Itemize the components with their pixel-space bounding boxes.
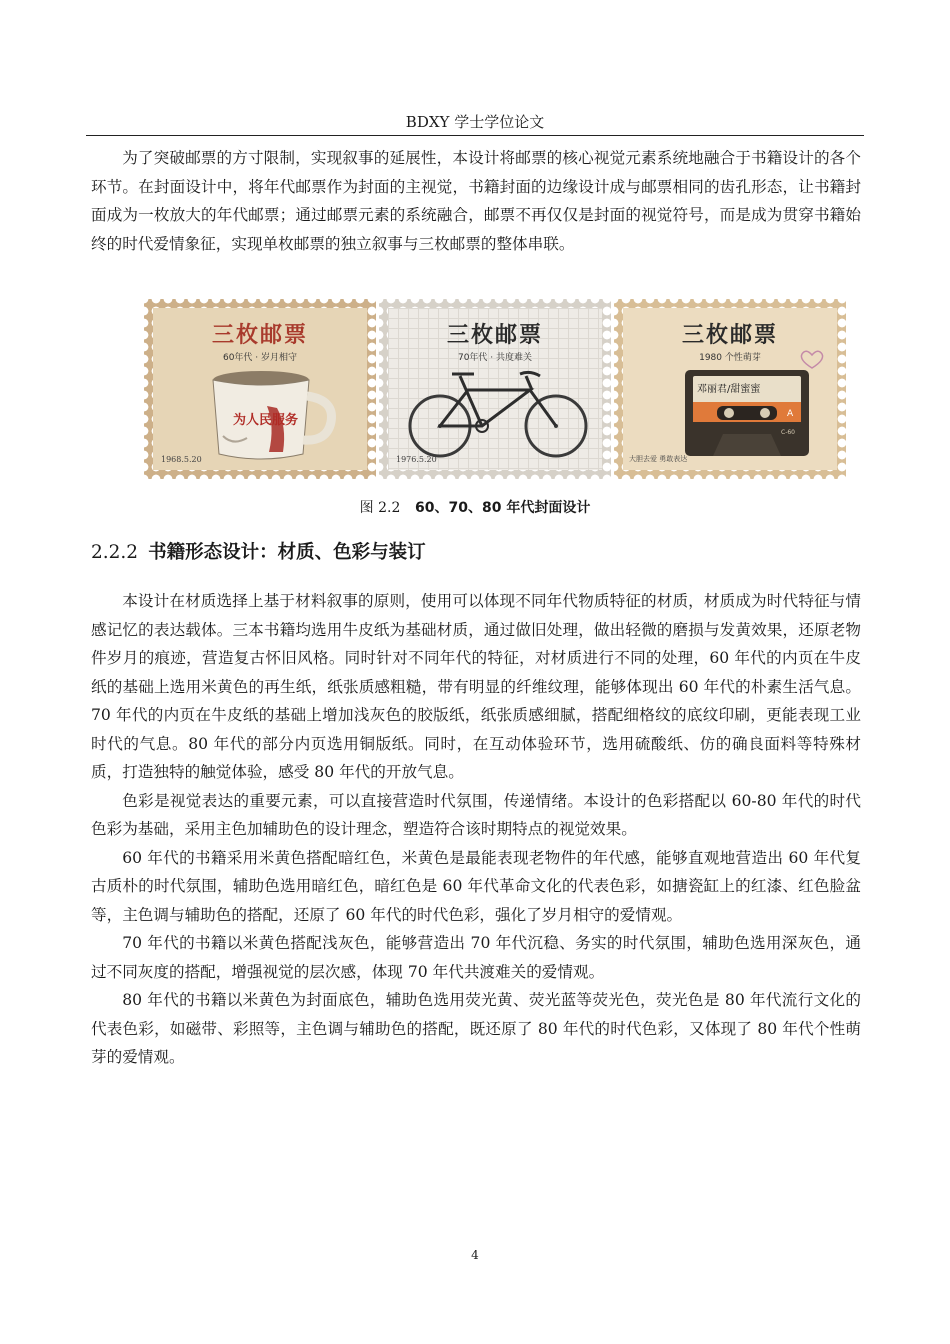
intro-text [91, 144, 861, 258]
figure-caption-text: 60、70、80 年代封面设计 [415, 500, 591, 516]
figure-caption [0, 497, 950, 517]
page-number: 4 [471, 1248, 479, 1262]
cassette-code: C-60 [781, 429, 795, 436]
stamp-60s-title: 三枚邮票 [211, 323, 308, 348]
cassette-tape-icon [683, 368, 813, 460]
cassette-label: 邓丽君/甜蜜蜜 [697, 384, 761, 395]
stamp-70s-artwork [388, 308, 602, 470]
cassette-side: A [787, 409, 794, 419]
section-body [91, 587, 861, 1072]
stamp-80s-note: 大胆去爱 勇敢表达 [629, 455, 688, 463]
intro-paragraph: 为了突破邮票的方寸限制，实现叙事的延展性，本设计将邮票的核心视觉元素系统地融合于书籍设计的各个环节。在封面设计中，将年代邮票作为封面的主视觉，书籍封面的边缘设计成与邮票相同的齿孔形态，让书籍封面成为一枚放大的年代邮票；通过邮票元素的系统融合，邮票不再仅仅是封面的视觉符号，而是成为贯穿书籍始终的时代爱情象征，实现单枚邮票的独立叙事与三枚邮票的整体串联。 [91, 149, 861, 253]
stamp-80s-artwork [623, 308, 837, 470]
stamp-70s-title: 三枚邮票 [446, 323, 543, 348]
mug-slogan: 为人民服务 [233, 413, 299, 428]
stamp-80s-subtitle: 1980 个性萌芽 [699, 353, 761, 363]
stamp-70s [379, 299, 611, 479]
paragraph-materials: 本设计在材质选择上基于材料叙事的原则，使用可以体现不同年代物质特征的材质，材质成为时代特征与情感记忆的表达载体。三本书籍均选用牛皮纸为基础材质，通过做旧处理，做出轻微的磨损与发黄效果，还原老物件岁月的痕迹，营造复古怀旧风格。同时针对不同年代的特征，对材质进行不同的处理，60 年代的内页在牛皮纸的基础上选用米黄色的再生纸，纸张质感粗糙，带有明显的纤维纹理，能够体现出 60 年代的朴素生活气息。70 年代的内页在牛皮纸的基础上增加浅灰色的胶版纸，纸张质感细腻，搭配细格纹的底纹印刷，更能表现工业时代的气息。80 年代的部分内页选用铜版纸。同时，在互动体验环节，选用硫酸纸、仿的确良面料等特殊材质，打造独特的触觉体验，感受 80 年代的开放气息。 [91, 592, 861, 781]
paragraph-color-intro: 色彩是视觉表达的重要元素，可以直接营造时代氛围，传递情绪。本设计的色彩搭配以 60-80 年代的时代色彩为基础，采用主色加辅助色的设计理念，塑造符合该时期特点的视觉效果。 [91, 791, 861, 838]
section-heading [91, 540, 426, 566]
header-rule [86, 135, 864, 136]
section-title: 书籍形态设计：材质、色彩与装订 [148, 542, 426, 563]
stamp-60s-date: 1968.5.20 [161, 455, 202, 464]
stamp-80s [614, 299, 846, 479]
enamel-mug-icon [203, 366, 343, 466]
paragraph-80s-color: 80 年代的书籍以米黄色为封面底色，辅助色选用荧光黄、荧光蓝等荧光色，荧光色是 80 年代流行文化的代表色彩，如磁带、彩照等，主色调与辅助色的搭配，既还原了 80 年代的时代色彩，又体现了 80 年代个性萌芽的爱情观。 [91, 991, 861, 1066]
stamp-60s [144, 299, 376, 479]
stamp-80s-title: 三枚邮票 [681, 323, 778, 348]
stamp-60s-artwork [153, 308, 367, 470]
running-header: BDXY 学士学位论文 [405, 113, 545, 131]
paragraph-60s-color: 60 年代的书籍采用米黄色搭配暗红色，米黄色是最能表现老物件的年代感，能够直观地营造出 60 年代复古质朴的时代氛围，辅助色选用暗红色，暗红色是 60 年代革命文化的代表色彩，如搪瓷缸上的红漆、红色脸盆等，主色调与辅助色的搭配，还原了 60 年代的时代色彩，强化了岁月相守的爱情观。 [91, 848, 861, 924]
figure-cover-designs [144, 299, 846, 479]
stamp-60s-subtitle: 60年代 · 岁月相守 [222, 353, 298, 363]
stamp-70s-date: 1976.5.20 [396, 455, 437, 464]
section-number: 2.2.2 [91, 542, 139, 563]
bicycle-icon [398, 364, 598, 464]
doodle-heart-icon [797, 348, 827, 372]
stamp-70s-subtitle: 70年代 · 共度难关 [457, 353, 533, 363]
figure-caption-number: 图 2.2 [359, 500, 401, 516]
paragraph-70s-color: 70 年代的书籍以米黄色搭配浅灰色，能够营造出 70 年代沉稳、务实的时代氛围，辅助色选用深灰色，通过不同灰度的搭配，增强视觉的层次感，体现 70 年代共渡难关的爱情观。 [91, 934, 861, 981]
